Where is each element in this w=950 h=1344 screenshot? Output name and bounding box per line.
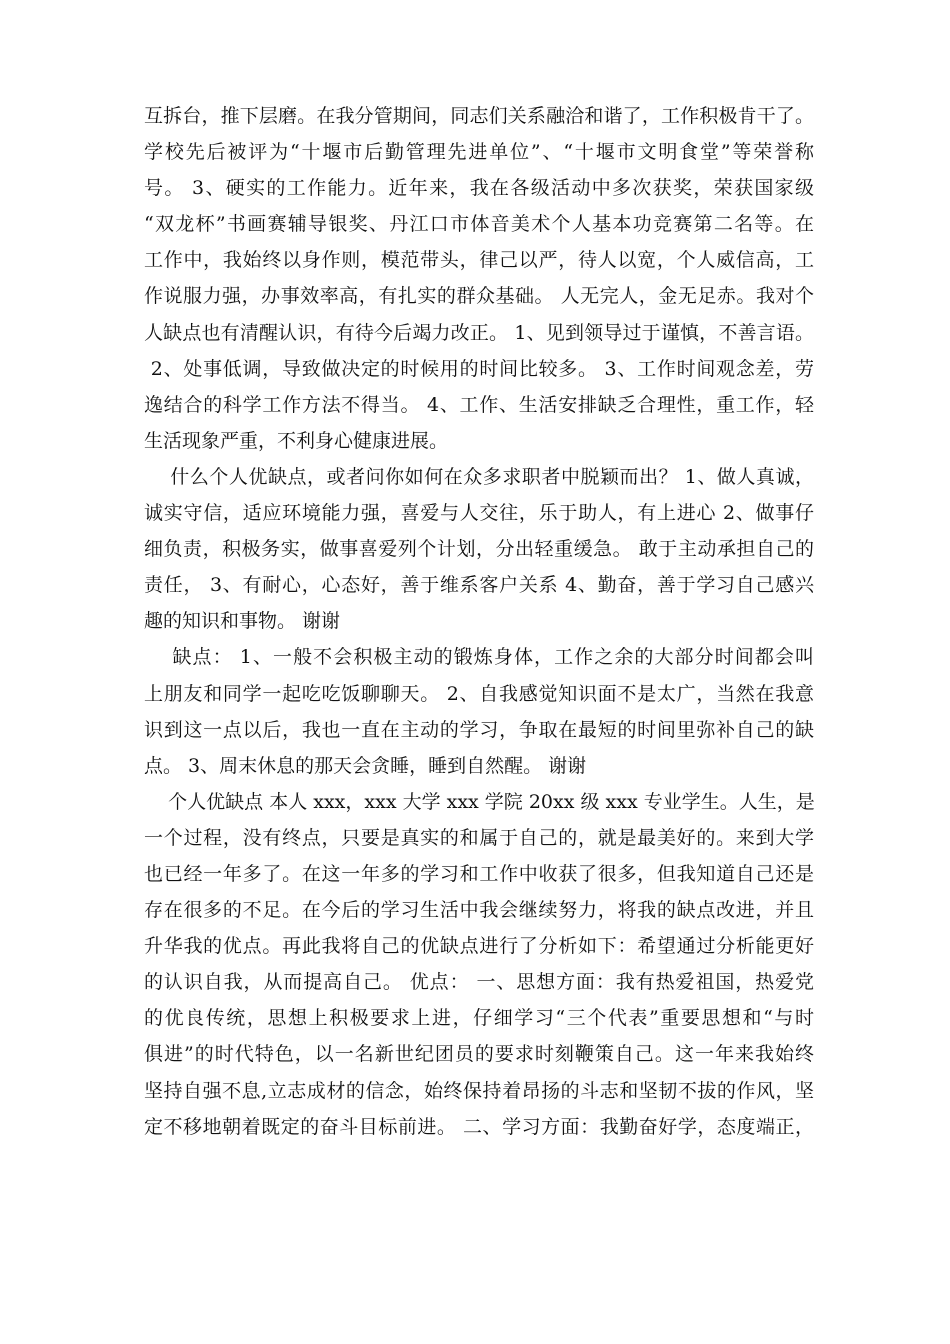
text-line: 作说服力强，办事效率高，有扎实的群众基础。 人无完人，金无足赤。我对个 xyxy=(144,285,814,308)
text-line: 号。 3、硬实的工作能力。近年来，我在各级活动中多次获奖，荣获国家级 xyxy=(144,177,814,200)
text-line: 趣的知识和事物。 谢谢 xyxy=(144,610,341,633)
text-line: 诚实守信，适应环境能力强，喜爱与人交往，乐于助人，有上进心 2、做事仔 xyxy=(144,502,814,525)
text-line: 坚持自强不息,立志成材的信念，始终保持着昂扬的斗志和坚韧不拔的作风，坚 xyxy=(144,1079,814,1102)
text-line: 识到这一点以后，我也一直在主动的学习，争取在最短的时间里弥补自己的缺 xyxy=(144,718,814,741)
text-line: 2、处事低调，导致做决定的时候用的时间比较多。 3、工作时间观念差，劳 xyxy=(144,357,814,380)
text-line: 生活现象严重，不利身心健康进展。 xyxy=(144,429,449,452)
text-line: 什么个人优缺点，或者问你如何在众多求职者中脱颖而出？ 1、做人真诚， xyxy=(144,465,814,488)
text-line: “双龙杯”书画赛辅导银奖、丹江口市体音美术个人基本功竞赛第二名等。在 xyxy=(144,213,814,236)
text-line: 俱进”的时代特色，以一名新世纪团员的要求时刻鞭策自己。这一年来我始终 xyxy=(144,1043,814,1066)
text-line: 缺点： 1、一般不会积极主动的锻炼身体，工作之余的大部分时间都会叫 xyxy=(144,646,814,669)
text-line: 上朋友和同学一起吃吃饭聊聊天。 2、自我感觉知识面不是太广，当然在我意 xyxy=(144,682,814,705)
text-line: 一个过程，没有终点，只要是真实的和属于自己的，就是最美好的。来到大学 xyxy=(144,826,814,849)
text-line: 存在很多的不足。在今后的学习生活中我会继续努力，将我的缺点改进，并且 xyxy=(144,899,814,922)
text-line: 的认识自我，从而提高自己。 优点： 一、思想方面：我有热爱祖国，热爱党 xyxy=(144,971,814,994)
text-line: 工作中，我始终以身作则，模范带头，律己以严，待人以宽，个人威信高，工 xyxy=(144,249,814,272)
text-line: 定不移地朝着既定的奋斗目标前进。 二、学习方面：我勤奋好学，态度端正， xyxy=(144,1115,814,1138)
text-line: 细负责，积极务实，做事喜爱列个计划，分出轻重缓急。 敢于主动承担自己的 xyxy=(144,538,814,561)
text-line: 责任， 3、有耐心，心态好，善于维系客户关系 4、勤奋，善于学习自己感兴 xyxy=(144,574,814,597)
text-line: 逸结合的科学工作方法不得当。 4、工作、生活安排缺乏合理性，重工作，轻 xyxy=(144,393,814,416)
text-line: 学校先后被评为“十堰市后勤管理先进单位”、“十堰市文明食堂”等荣誉称 xyxy=(144,141,814,164)
text-line: 个人优缺点 本人 xxx，xxx 大学 xxx 学院 20xx 级 xxx 专业学生。人生，是 xyxy=(144,790,815,813)
text-line: 点。 3、周末休息的那天会贪睡，睡到自然醒。 谢谢 xyxy=(144,754,587,777)
text-line: 人缺点也有清醒认识，有待今后竭力改正。 1、见到领导过于谨慎，不善言语。 xyxy=(144,321,814,344)
text-line: 的优良传统，思想上积极要求上进，仔细学习“三个代表”重要思想和“与时 xyxy=(144,1007,814,1030)
text-line: 升华我的优点。再此我将自己的优缺点进行了分析如下：希望通过分析能更好 xyxy=(144,935,814,958)
text-line: 也已经一年多了。在这一年多的学习和工作中收获了很多，但我知道自己还是 xyxy=(144,862,814,885)
text-line: 互拆台，推下层磨。在我分管期间，同志们关系融洽和谐了，工作积极肯干了。 xyxy=(144,105,814,127)
body-text xyxy=(144,98,814,1145)
